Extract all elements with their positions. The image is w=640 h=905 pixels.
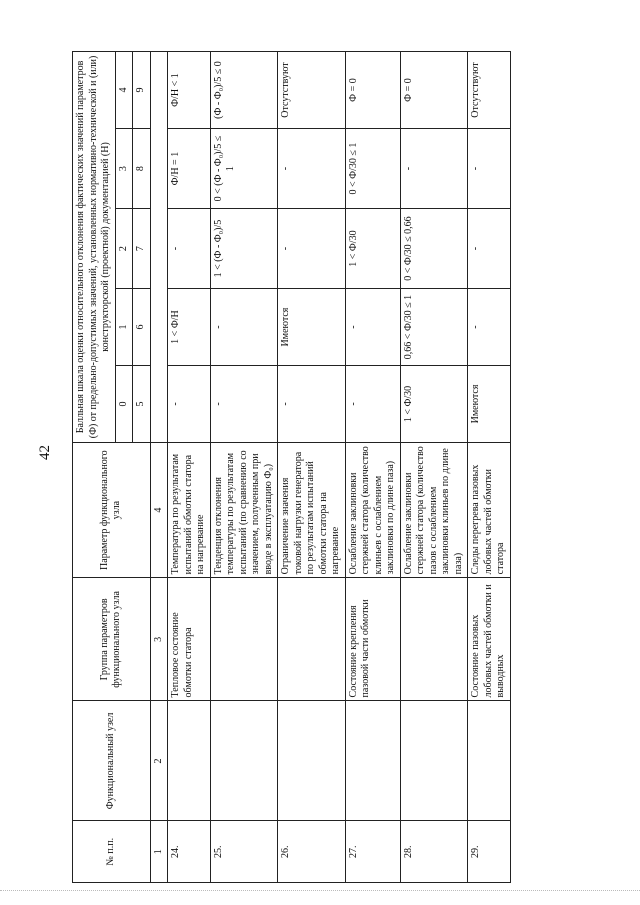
- row-group: [278, 578, 346, 701]
- row-node: [468, 701, 511, 821]
- row-group: [210, 578, 278, 701]
- col-number: 1: [150, 821, 168, 883]
- table-row: [210, 52, 278, 883]
- score-subheader: 5: [133, 366, 151, 443]
- score-3: 0 < Ф/30 ≤ 1: [345, 129, 400, 209]
- table-row: [278, 52, 346, 883]
- row-param: Ослабление заклиновки стержней статора (количество клиньев с ослаблением заклиновки по длине паза): [345, 442, 400, 577]
- score-subheader: 9: [133, 52, 151, 129]
- rotated-table-container: [72, 51, 612, 883]
- row-num: 27.: [345, 821, 400, 883]
- row-node: [345, 701, 400, 821]
- header-num: № п.п.: [73, 821, 151, 883]
- score-0: -: [168, 366, 211, 443]
- score-2: 1 < Ф/30: [345, 209, 400, 289]
- score-4: Ф = 0: [400, 52, 468, 129]
- score-3: -: [278, 129, 346, 209]
- row-group: Состояние крепления пазовой части обмотки: [345, 578, 400, 701]
- score-header: 0: [115, 366, 133, 443]
- table-row: [168, 52, 211, 883]
- score-2: -: [468, 209, 511, 289]
- row-num: 28.: [400, 821, 468, 883]
- score-subheader: 6: [133, 289, 151, 366]
- row-node: [210, 701, 278, 821]
- score-0: -: [210, 366, 278, 443]
- row-node: [400, 701, 468, 821]
- table-row: [468, 52, 511, 883]
- score-1: -: [210, 289, 278, 366]
- score-0: Имеются: [468, 366, 511, 443]
- table-row: [345, 52, 400, 883]
- row-param: Следы перегрева пазовых лобовых частей обмотки статора: [468, 442, 511, 577]
- row-param: Ограничение значения токовой нагрузки генератора по результатам испытаний обмотки статора на нагревание: [278, 442, 346, 577]
- score-2: -: [278, 209, 346, 289]
- table-row: [400, 52, 468, 883]
- score-subheader: 8: [133, 129, 151, 209]
- row-param: Ослабление заклиновки стержней статора (количество пазов с ослаблением заклиновки клиньев по длине паза): [400, 442, 468, 577]
- row-group: Тепловое состояние обмотки статора: [168, 578, 211, 701]
- col-number-empty: [150, 52, 168, 443]
- score-header: 1: [115, 289, 133, 366]
- score-3: Ф/Н = 1: [168, 129, 211, 209]
- row-num: 29.: [468, 821, 511, 883]
- score-3: 0 < (Ф - Ф₀)/5 ≤ 1: [210, 129, 278, 209]
- row-num: 24.: [168, 821, 211, 883]
- score-0: -: [345, 366, 400, 443]
- score-1: 1 < Ф/Н: [168, 289, 211, 366]
- header-group: Группа параметров функционального узла: [73, 578, 151, 701]
- score-header: 2: [115, 209, 133, 289]
- score-4: Ф = 0: [345, 52, 400, 129]
- header-node: Функциональный узел: [73, 701, 151, 821]
- row-num: 25.: [210, 821, 278, 883]
- score-1: Имеются: [278, 289, 346, 366]
- row-node: [168, 701, 211, 821]
- col-number: 4: [150, 442, 168, 577]
- score-4: Отсутствуют: [468, 52, 511, 129]
- row-param: Тенденция отклонения температуры по результатам испытаний (по сравнению со значением, полученным при вводе в эксплуатацию Ф₀): [210, 442, 278, 577]
- page-number: 42: [37, 445, 53, 460]
- score-0: -: [278, 366, 346, 443]
- score-1: -: [468, 289, 511, 366]
- score-3: -: [400, 129, 468, 209]
- score-header: 3: [115, 129, 133, 209]
- score-subheader: 7: [133, 209, 151, 289]
- evaluation-table: [72, 51, 511, 883]
- score-0: 1 < Ф/30: [400, 366, 468, 443]
- score-2: -: [168, 209, 211, 289]
- score-1: 0,66 < Ф/30 ≤ 1: [400, 289, 468, 366]
- col-number: 3: [150, 578, 168, 701]
- row-param: Температура по результатам испытаний обмотки статора на нагревание: [168, 442, 211, 577]
- score-3: -: [468, 129, 511, 209]
- score-2: 1 < (Ф - Ф₀)/5: [210, 209, 278, 289]
- row-group: [400, 578, 468, 701]
- score-2: 0 < Ф/30 ≤ 0,66: [400, 209, 468, 289]
- score-1: -: [345, 289, 400, 366]
- col-number: 2: [150, 701, 168, 821]
- score-4: (Ф - Ф₀)/5 ≤ 0: [210, 52, 278, 129]
- header-scale: Балльная шкала оценки относительного отклонения фактических значений параметров (Ф) от предельно-допустимых значений, установленных нормативно-технической и (или) конструкторской (проектной) документацией (Н): [73, 52, 116, 443]
- row-node: [278, 701, 346, 821]
- score-header: 4: [115, 52, 133, 129]
- row-group: Состояние пазовых лобовых частей обмотки и выводных: [468, 578, 511, 701]
- header-param: Параметр функционального узла: [73, 442, 151, 577]
- score-4: Ф/Н < 1: [168, 52, 211, 129]
- scan-edge-line: [0, 890, 640, 892]
- score-4: Отсутствуют: [278, 52, 346, 129]
- row-num: 26.: [278, 821, 346, 883]
